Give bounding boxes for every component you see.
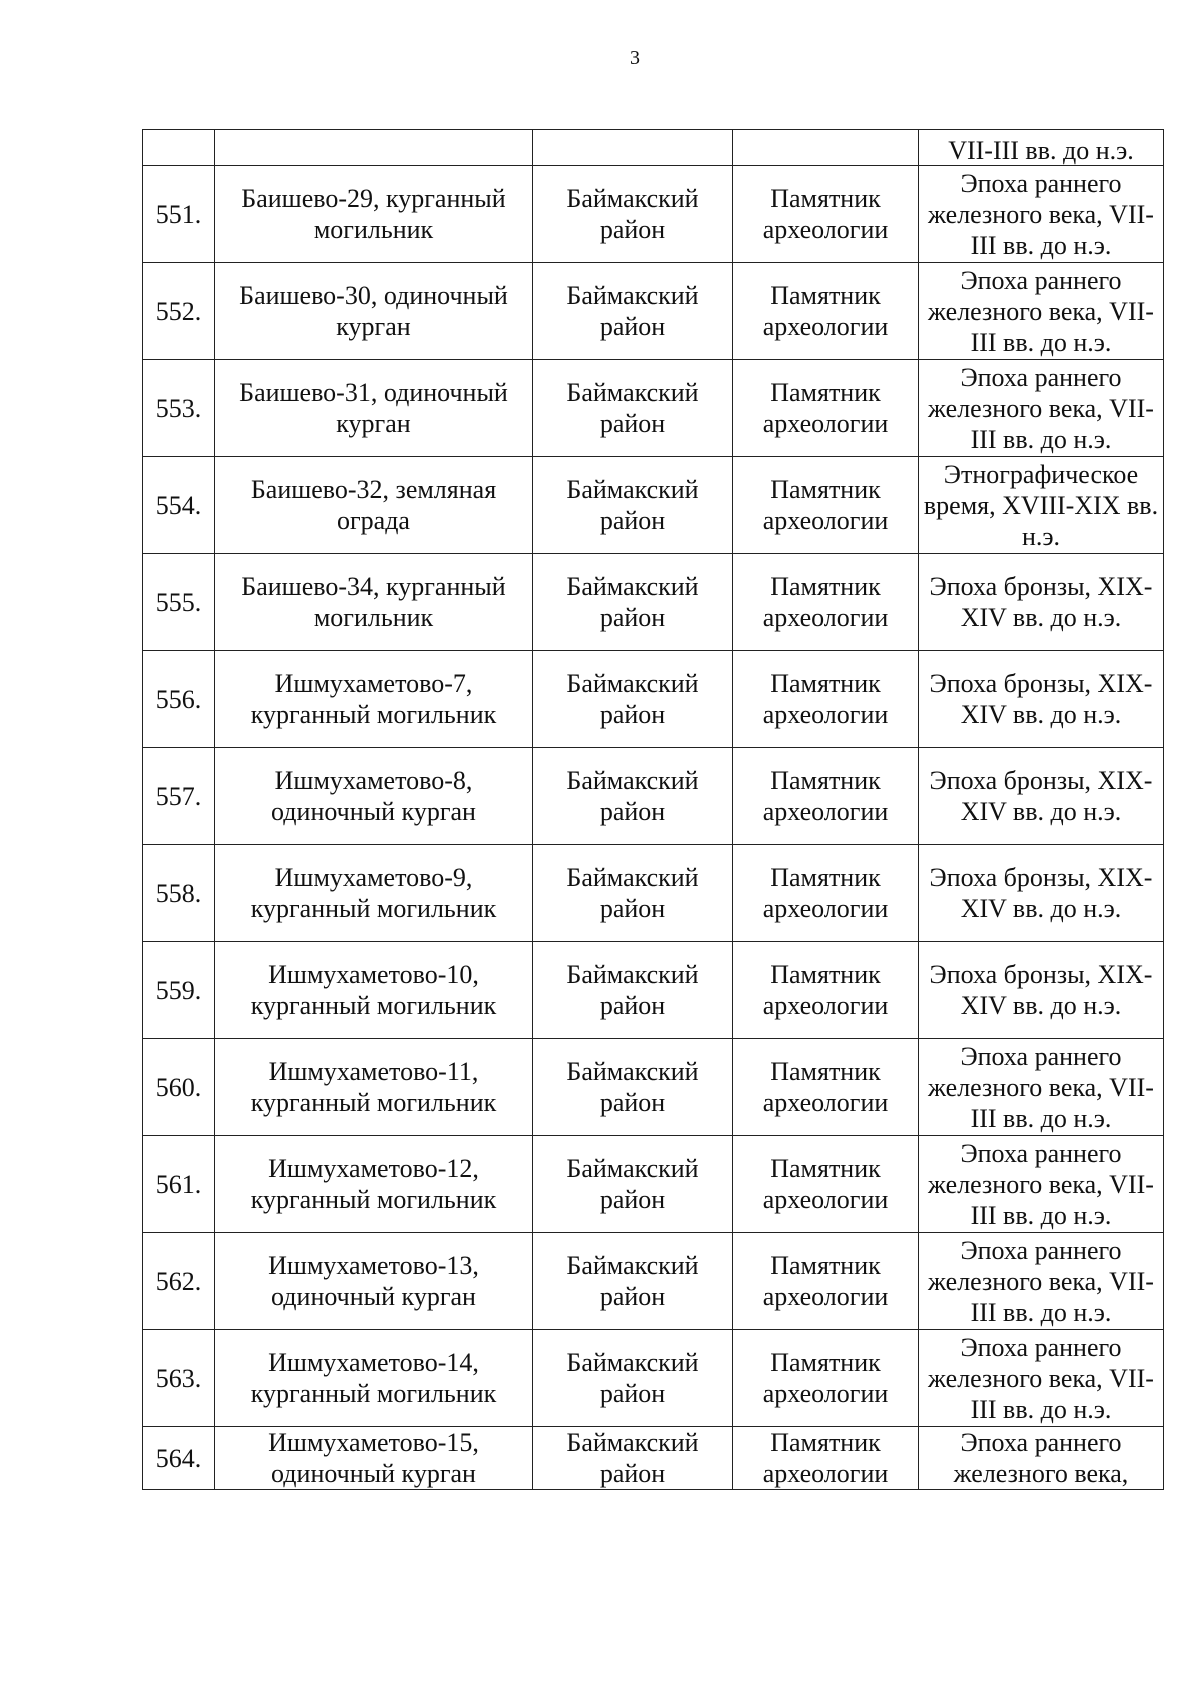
category-cell: Памятник археологии bbox=[733, 1233, 919, 1330]
dating-cell: Этнографическое время, XVIII-XIX вв. н.э. bbox=[919, 457, 1164, 554]
row-number-cell: 558. bbox=[143, 845, 215, 942]
monument-name-cell: Ишмухаметово-8, одиночный курган bbox=[215, 748, 533, 845]
district-cell: Баймакский район bbox=[533, 845, 733, 942]
table-row-continuation bbox=[143, 130, 1164, 166]
dating-cell: Эпоха раннего железного века, VII-III вв. до н.э. bbox=[919, 360, 1164, 457]
table-row bbox=[143, 554, 1164, 651]
category-cell: Памятник археологии bbox=[733, 651, 919, 748]
dating-cell: Эпоха раннего железного века, VII-III вв. до н.э. bbox=[919, 1233, 1164, 1330]
dating-cell: Эпоха бронзы, XIX-XIV вв. до н.э. bbox=[919, 554, 1164, 651]
monument-name-cell: Ишмухаметово-11, курганный могильник bbox=[215, 1039, 533, 1136]
table-row bbox=[143, 360, 1164, 457]
district-cell: Баймакский район bbox=[533, 360, 733, 457]
table-row bbox=[143, 457, 1164, 554]
table-row bbox=[143, 942, 1164, 1039]
monument-name-cell: Баишево-31, одиночный курган bbox=[215, 360, 533, 457]
row-number-cell: 551. bbox=[143, 166, 215, 263]
table-row bbox=[143, 1039, 1164, 1136]
monument-name-cell: Ишмухаметово-7, курганный могильник bbox=[215, 651, 533, 748]
monument-name-cell: Ишмухаметово-15, одиночный курган bbox=[215, 1427, 533, 1490]
table-row bbox=[143, 1330, 1164, 1427]
district-cell: Баймакский район bbox=[533, 1330, 733, 1427]
row-number-cell: 561. bbox=[143, 1136, 215, 1233]
dating-cell: Эпоха раннего железного века, VII-III вв. до н.э. bbox=[919, 1330, 1164, 1427]
district-cell: Баймакский район bbox=[533, 651, 733, 748]
row-number-cell: 552. bbox=[143, 263, 215, 360]
district-cell: Баймакский район bbox=[533, 166, 733, 263]
table-row bbox=[143, 651, 1164, 748]
dating-cell: VII-III вв. до н.э. bbox=[919, 130, 1164, 166]
row-number-cell: 554. bbox=[143, 457, 215, 554]
row-number-cell: 559. bbox=[143, 942, 215, 1039]
row-number-cell: 563. bbox=[143, 1330, 215, 1427]
category-cell: Памятник археологии bbox=[733, 942, 919, 1039]
table-row bbox=[143, 263, 1164, 360]
table-row bbox=[143, 1136, 1164, 1233]
district-cell: Баймакский район bbox=[533, 263, 733, 360]
district-cell: Баймакский район bbox=[533, 1427, 733, 1490]
category-cell: Памятник археологии bbox=[733, 457, 919, 554]
table-row bbox=[143, 1427, 1164, 1490]
row-number-cell: 553. bbox=[143, 360, 215, 457]
monument-name-cell: Баишево-34, курганный могильник bbox=[215, 554, 533, 651]
district-cell: Баймакский район bbox=[533, 1233, 733, 1330]
category-cell: Памятник археологии bbox=[733, 1039, 919, 1136]
monument-name-cell: Ишмухаметово-13, одиночный курган bbox=[215, 1233, 533, 1330]
category-cell: Памятник археологии bbox=[733, 263, 919, 360]
category-cell: Памятник археологии bbox=[733, 845, 919, 942]
monument-name-cell: Баишево-32, земляная ограда bbox=[215, 457, 533, 554]
district-cell: Баймакский район bbox=[533, 942, 733, 1039]
monument-name-cell bbox=[215, 130, 533, 166]
category-cell: Памятник археологии bbox=[733, 360, 919, 457]
dating-cell: Эпоха раннего железного века, VII-III вв. до н.э. bbox=[919, 1039, 1164, 1136]
table-row bbox=[143, 166, 1164, 263]
row-number-cell: 557. bbox=[143, 748, 215, 845]
district-cell: Баймакский район bbox=[533, 1039, 733, 1136]
row-number-cell bbox=[143, 130, 215, 166]
district-cell bbox=[533, 130, 733, 166]
category-cell: Памятник археологии bbox=[733, 554, 919, 651]
category-cell: Памятник археологии bbox=[733, 748, 919, 845]
category-cell: Памятник археологии bbox=[733, 1427, 919, 1490]
dating-cell: Эпоха бронзы, XIX-XIV вв. до н.э. bbox=[919, 942, 1164, 1039]
monument-name-cell: Ишмухаметово-14, курганный могильник bbox=[215, 1330, 533, 1427]
monument-name-cell: Ишмухаметово-9, курганный могильник bbox=[215, 845, 533, 942]
row-number-cell: 564. bbox=[143, 1427, 215, 1490]
table-row bbox=[143, 1233, 1164, 1330]
district-cell: Баймакский район bbox=[533, 554, 733, 651]
table-row bbox=[143, 748, 1164, 845]
row-number-cell: 555. bbox=[143, 554, 215, 651]
district-cell: Баймакский район bbox=[533, 457, 733, 554]
row-number-cell: 560. bbox=[143, 1039, 215, 1136]
dating-cell: Эпоха бронзы, XIX-XIV вв. до н.э. bbox=[919, 748, 1164, 845]
category-cell: Памятник археологии bbox=[733, 1330, 919, 1427]
dating-cell: Эпоха раннего железного века, VII-III вв. до н.э. bbox=[919, 166, 1164, 263]
district-cell: Баймакский район bbox=[533, 748, 733, 845]
monument-name-cell: Баишево-30, одиночный курган bbox=[215, 263, 533, 360]
category-cell: Памятник археологии bbox=[733, 166, 919, 263]
monument-name-cell: Ишмухаметово-10, курганный могильник bbox=[215, 942, 533, 1039]
monuments-table-body bbox=[143, 130, 1164, 1490]
dating-cell: Эпоха раннего железного века, VII-III вв. до н.э. bbox=[919, 263, 1164, 360]
page-number: 3 bbox=[630, 47, 640, 69]
district-cell: Баймакский район bbox=[533, 1136, 733, 1233]
monuments-table bbox=[142, 129, 1164, 1490]
monument-name-cell: Ишмухаметово-12, курганный могильник bbox=[215, 1136, 533, 1233]
monument-name-cell: Баишево-29, курганный могильник bbox=[215, 166, 533, 263]
row-number-cell: 556. bbox=[143, 651, 215, 748]
category-cell bbox=[733, 130, 919, 166]
dating-cell: Эпоха раннего железного века, bbox=[919, 1427, 1164, 1490]
dating-cell: Эпоха бронзы, XIX-XIV вв. до н.э. bbox=[919, 651, 1164, 748]
dating-cell: Эпоха раннего железного века, VII-III вв. до н.э. bbox=[919, 1136, 1164, 1233]
category-cell: Памятник археологии bbox=[733, 1136, 919, 1233]
row-number-cell: 562. bbox=[143, 1233, 215, 1330]
dating-cell: Эпоха бронзы, XIX-XIV вв. до н.э. bbox=[919, 845, 1164, 942]
table-row bbox=[143, 845, 1164, 942]
